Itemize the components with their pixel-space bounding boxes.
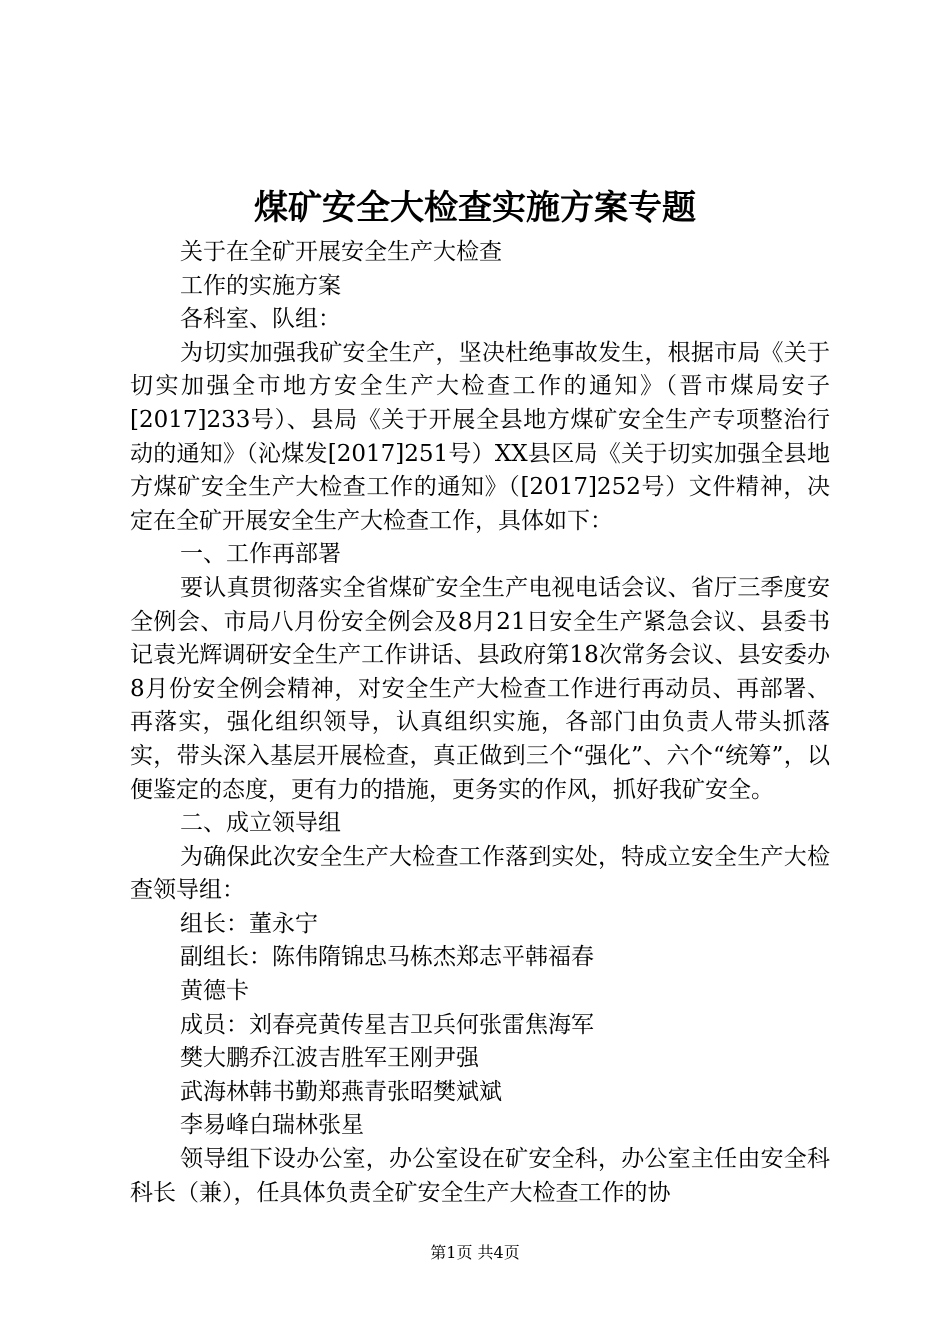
paragraph-salutation: 各科室、队组： <box>180 306 341 333</box>
document-title: 煤矿安全大检查实施方案专题 <box>254 188 696 228</box>
paragraph-subject-line-2: 工作的实施方案 <box>180 272 341 299</box>
section-heading-1: 一、工作再部署 <box>180 541 341 568</box>
leader-line: 组长：董永宁 <box>180 910 318 937</box>
deputy-leaders-line-1: 副组长：陈伟隋锦忠马栋杰郑志平韩福春 <box>180 944 594 971</box>
members-line-1: 成员：刘春亮黄传星吉卫兵何张雷焦海军 <box>180 1011 594 1038</box>
paragraph-subject-line-1: 关于在全矿开展安全生产大检查 <box>180 239 502 265</box>
deputy-leaders-line-2: 黄德卡 <box>180 978 249 1005</box>
members-line-2: 樊大鹏乔江波吉胜军王刚尹强 <box>180 1045 479 1072</box>
paragraph-intro: 为切实加强我矿安全生产，坚决杜绝事故发生，根据市局《关于切实加强全市地方安全生产大检查工作的通知》（晋市煤局安子[2017]233号）、县局《关于开展全县地方煤矿安全生产专项整治行动的通知》（沁煤发[2017]251号）XX县区局《关于切实加强全县地方煤矿安全生产大检查工作的通知》（[2017]252号）文件精神，决定在全矿开展安全生产大检查工作，具体如下： <box>130 339 830 534</box>
members-line-4: 李易峰白瑞林张星 <box>180 1112 364 1139</box>
section-heading-2: 二、成立领导组 <box>180 810 341 837</box>
document-body <box>130 236 830 1210</box>
members-line-3: 武海林韩书勤郑燕青张昭樊斌斌 <box>180 1078 502 1105</box>
paragraph-office: 领导组下设办公室，办公室设在矿安全科，办公室主任由安全科科长（兼），任具体负责全矿安全生产大检查工作的协 <box>130 1146 830 1206</box>
paragraph-section-1: 要认真贯彻落实全省煤矿安全生产电视电话会议、省厅三季度安全例会、市局八月份安全例会及8月21日安全生产紧急会议、县委书记袁光辉调研安全生产工作讲话、县政府第18次常务会议、县安委办8月份安全例会精神，对安全生产大检查工作进行再动员、再部署、再落实，强化组织领导，认真组织实施，各部门由负责人带头抓落实，带头深入基层开展检查，真正做到三个“强化”、六个“统筹”，以便鉴定的态度，更有力的措施，更务实的作风，抓好我矿安全。 <box>130 574 830 803</box>
page-footer: 第1页 共4页 <box>430 1243 520 1262</box>
paragraph-section-2: 为确保此次安全生产大检查工作落到实处，特成立安全生产大检查领导组： <box>130 843 830 904</box>
